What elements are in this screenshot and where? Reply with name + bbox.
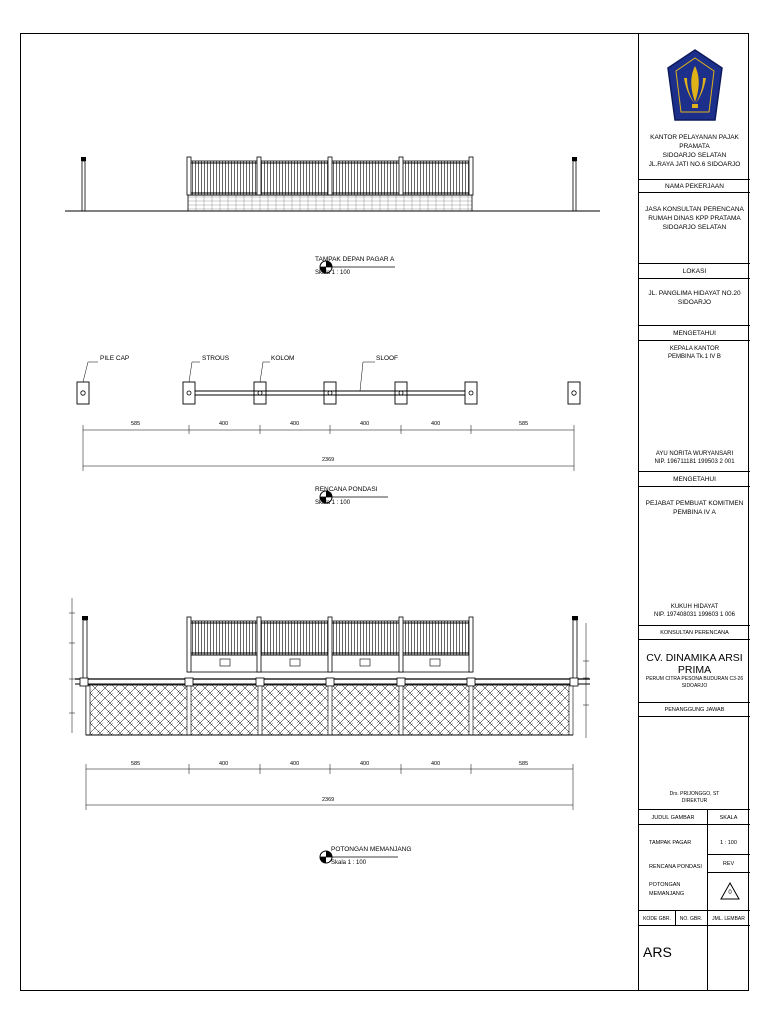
kepala-rank: PEMBINA Tk.1 IV B — [668, 354, 721, 360]
kode-value-row — [639, 926, 750, 991]
no-label: NO. GBR. — [679, 916, 703, 922]
rev-value: 0 — [728, 890, 732, 896]
judul-1: TAMPAK PAGAR — [649, 840, 692, 846]
firm-city: SIDOARJO — [681, 683, 708, 689]
kepala-nip: NIP. 196711181 199503 2 001 — [654, 459, 735, 465]
ppk-cell — [639, 487, 750, 626]
dim-2: 400 — [219, 421, 229, 427]
view2-scale: Skala 1 : 100 — [315, 500, 351, 506]
office-address: JL.RAYA JATI NO.6 SIDOARJO — [648, 161, 741, 168]
firm-cell — [639, 640, 750, 703]
rev-label: REV — [722, 861, 735, 867]
pekerjaan-cell — [639, 193, 750, 264]
lokasi-line1: JL. PANGLIMA HIDAYAT NO.20 — [648, 290, 741, 297]
pekerjaan-line1: JASA KONSULTAN PERENCANA — [645, 206, 744, 213]
section-dim-6: 585 — [519, 761, 529, 767]
kepala-name: AYU NORITA WURYANSARI — [655, 451, 734, 457]
pekerjaan-line3: SIDOARJO SELATAN — [662, 224, 727, 231]
ppk-rank: PEMBINA IV A — [673, 509, 716, 516]
firm-address: PERUM CITRA PESONA BUDURAN C3-26 — [645, 676, 744, 682]
judul-2: RENCANA PONDASI — [649, 864, 702, 870]
firm-name: CV. DINAMIKA ARSI PRIMA — [646, 652, 743, 676]
pj-role: DIREKTUR — [681, 798, 708, 804]
dim-total: 2369 — [322, 457, 335, 463]
office-city: SIDOARJO SELATAN — [662, 152, 727, 159]
drawing-area — [20, 33, 638, 991]
title-block — [638, 33, 749, 991]
view3-title: POTONGAN MEMANJANG — [331, 846, 412, 853]
lokasi-cell — [639, 279, 750, 326]
lokasi-label: LOKASI — [639, 264, 750, 279]
view1-scale: Skala 1 : 100 — [315, 270, 351, 276]
office-name: KANTOR PELAYANAN PAJAK PRAMATA — [650, 134, 739, 150]
pj-cell — [639, 717, 750, 810]
nama-pekerjaan-label: NAMA PEKERJAAN — [639, 180, 750, 193]
long-section — [69, 598, 590, 810]
label-kolom: KOLOM — [271, 355, 295, 362]
label-sloof: SLOOF — [376, 355, 399, 362]
drawing-svg — [20, 33, 638, 991]
view1-title: TAMPAK DEPAN PAGAR A — [315, 256, 395, 263]
pj-name: Drs. PRIJONGGO, ST — [669, 791, 720, 797]
dim-5: 400 — [431, 421, 441, 427]
skala-label: SKALA — [719, 815, 738, 821]
label-pile-cap: PILE CAP — [100, 355, 130, 362]
elevation-view — [65, 157, 600, 211]
kepala-cell — [639, 341, 750, 472]
ppk-title: PEJABAT PEMBUAT KOMITMEN — [645, 500, 744, 507]
judul-label: JUDUL GAMBAR — [651, 815, 695, 821]
dim-4: 400 — [360, 421, 370, 427]
section-dim-total: 2369 — [322, 797, 335, 803]
view3-scale: Skala 1 : 100 — [331, 860, 367, 866]
section-dim-2: 400 — [219, 761, 229, 767]
penanggung-label: PENANGGUNG JAWAB — [639, 703, 750, 717]
section-dim-5: 400 — [431, 761, 441, 767]
skala-value: 1 : 100 — [720, 840, 737, 846]
section-dim-1: 585 — [131, 761, 141, 767]
kode-value: ARS — [643, 944, 672, 960]
foundation-plan — [77, 362, 580, 471]
section-dim-3: 400 — [290, 761, 300, 767]
ppk-name: KUKUH HIDAYAT — [670, 604, 719, 610]
section-dim-4: 400 — [360, 761, 370, 767]
judul-cell — [639, 810, 750, 911]
lokasi-line2: SIDOARJO — [677, 299, 712, 306]
ppk-nip: NIP. 197408031 199603 1 006 — [654, 612, 735, 618]
kode-row — [639, 911, 750, 926]
dim-3: 400 — [290, 421, 300, 427]
jml-label: JML. LEMBAR — [712, 916, 745, 922]
office-cell — [639, 33, 750, 180]
view2-title: RENCANA PONDASI — [315, 486, 378, 493]
ministry-logo-icon — [666, 48, 724, 126]
dim-1: 585 — [131, 421, 141, 427]
judul-3: POTONGAN MEMANJANG — [649, 882, 685, 897]
pekerjaan-line2: RUMAH DINAS KPP PRATAMA — [648, 215, 741, 222]
kepala-title: KEPALA KANTOR — [669, 346, 720, 352]
label-strous: STROUS — [202, 355, 230, 362]
mengetahui-label: MENGETAHUI — [639, 326, 750, 341]
konsultan-label: KONSULTAN PERENCANA — [639, 626, 750, 640]
mengetahui2-label: MENGETAHUI — [639, 472, 750, 487]
dim-6: 585 — [519, 421, 529, 427]
kode-label: KODE GBR. — [643, 916, 671, 922]
